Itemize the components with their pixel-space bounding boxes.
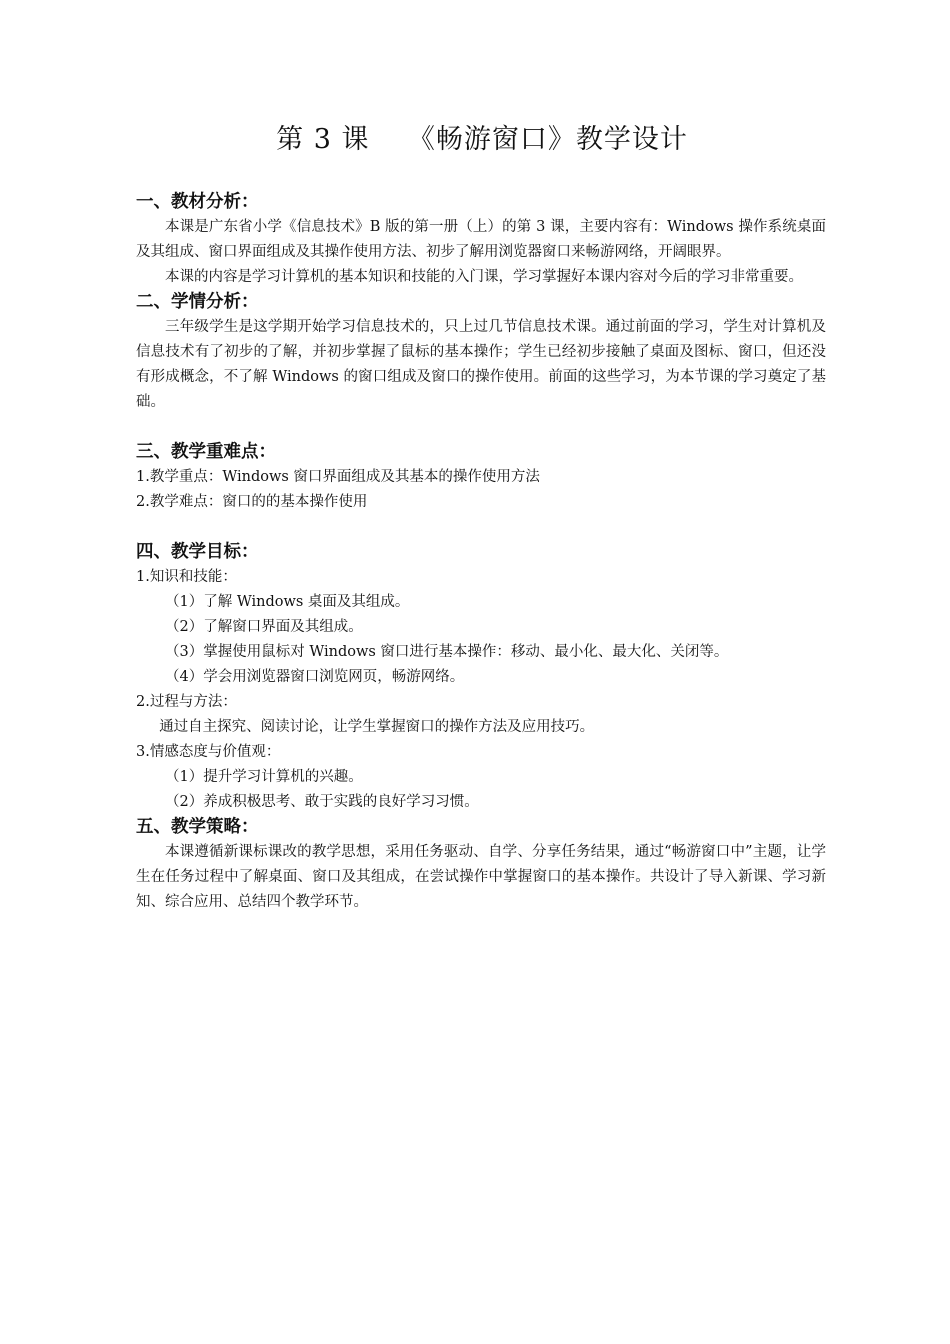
goal-knowledge-item-1: （1）了解 Windows 桌面及其组成。 bbox=[165, 594, 410, 610]
section-heading-student-analysis: 二、学情分析： bbox=[136, 292, 259, 312]
document-title: 第 3 课 《畅游窗口》教学设计 bbox=[276, 124, 688, 155]
goal-attitude-item-2: （2）养成积极思考、敢于实践的良好学习习惯。 bbox=[165, 794, 479, 810]
difficult-point-item: 2.教学难点：窗口的的基本操作使用 bbox=[136, 494, 368, 510]
section-heading-key-points: 三、教学重难点： bbox=[136, 442, 276, 462]
textbook-analysis-paragraph-2: 本课的内容是学习计算机的基本知识和技能的入门课，学习掌握好本课内容对今后的学习非常重要。 bbox=[165, 269, 803, 285]
key-point-item: 1.教学重点：Windows 窗口界面组成及其基本的操作使用方法 bbox=[136, 469, 540, 485]
goal-knowledge-item-3: （3）掌握使用鼠标对 Windows 窗口进行基本操作：移动、最小化、最大化、关闭等。 bbox=[165, 644, 729, 660]
goal-process-label: 2.过程与方法： bbox=[136, 694, 237, 710]
student-analysis-paragraph: 三年级学生是这学期开始学习信息技术的，只上过几节信息技术课。通过前面的学习，学生对计算机及信息技术有了初步的了解，并初步掌握了鼠标的基本操作；学生已经初步接触了桌面及图标、窗口，但还没有形成概念，不了解 Windows 的窗口组成及窗口的操作使用。前面的这些学习，为本节课的学习奠定了基础。 bbox=[136, 319, 826, 410]
spacer bbox=[136, 415, 826, 440]
document-body bbox=[136, 190, 826, 915]
teaching-strategy-paragraph: 本课遵循新课标课改的教学思想，采用任务驱动、自学、分享任务结果，通过“畅游窗口中”主题，让学生在任务过程中了解桌面、窗口及其组成，在尝试操作中掌握窗口的基本操作。共设计了导入新课、学习新知、综合应用、总结四个教学环节。 bbox=[136, 844, 826, 910]
goal-attitude-item-1: （1）提升学习计算机的兴趣。 bbox=[165, 769, 363, 785]
goal-process-text: 通过自主探究、阅读讨论，让学生掌握窗口的操作方法及应用技巧。 bbox=[159, 719, 595, 735]
textbook-analysis-paragraph-1: 本课是广东省小学《信息技术》B 版的第一册（上）的第 3 课，主要内容有：Windows 操作系统桌面及其组成、窗口界面组成及其操作使用方法、初步了解用浏览器窗口来畅游网络，开阔眼界。 bbox=[136, 219, 826, 260]
goal-knowledge-item-4: （4）学会用浏览器窗口浏览网页，畅游网络。 bbox=[165, 669, 465, 685]
section-heading-textbook-analysis: 一、教材分析： bbox=[136, 192, 259, 212]
section-heading-teaching-strategy: 五、教学策略： bbox=[136, 817, 259, 837]
section-heading-teaching-goals: 四、教学目标： bbox=[136, 542, 259, 562]
goal-knowledge-label: 1.知识和技能： bbox=[136, 569, 237, 585]
spacer bbox=[136, 515, 826, 540]
goal-attitude-label: 3.情感态度与价值观： bbox=[136, 744, 281, 760]
goal-knowledge-item-2: （2）了解窗口界面及其组成。 bbox=[165, 619, 363, 635]
